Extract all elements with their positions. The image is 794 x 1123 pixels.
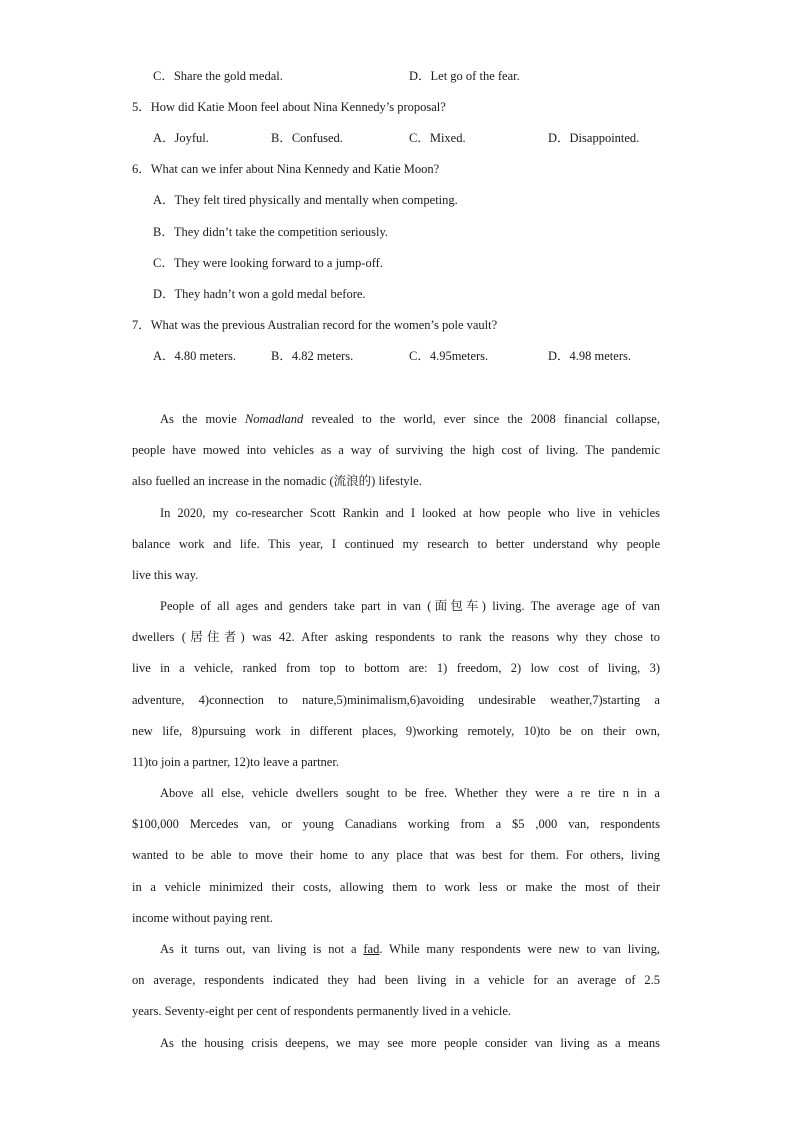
text-line: in a vehicle minimized their costs, allowing them to work less or make the most of their <box>132 879 660 894</box>
text-line: As the movie Nomadland revealed to the world, ever since the 2008 financial collapse, <box>160 412 660 426</box>
q7-option-a[interactable]: A．4.80 meters. <box>153 349 236 363</box>
text-line: Above all else, vehicle dwellers sought to be free. Whether they were a re tire n in a <box>160 786 660 800</box>
q6-option-d[interactable]: D．They hadn’t won a gold medal before. <box>153 287 366 301</box>
text-line: people have mowed into vehicles as a way of surviving the high cost of living. The pandemic <box>132 443 660 458</box>
passage-paragraph-1 <box>132 411 660 505</box>
text-line: adventure, 4)connection to nature,5)minimalism,6)avoiding undesirable weather,7)starting a <box>132 692 660 707</box>
text-line: on average, respondents indicated they had been living in a vehicle for an average of 2.5 <box>132 973 660 988</box>
passage-paragraph-2 <box>132 505 660 599</box>
q5-option-b[interactable]: B．Confused. <box>271 131 343 145</box>
underlined-word-fad: fad <box>363 942 380 956</box>
text-line: As the housing crisis deepens, we may see more people consider van living as a means <box>160 1036 660 1050</box>
q7-option-c[interactable]: C．4.95meters. <box>409 349 489 363</box>
text-line: $100,000 Mercedes van, or young Canadians working from a $5 ,000 van, respondents <box>132 817 660 832</box>
passage-paragraph-4 <box>132 785 660 941</box>
passage-paragraph-6 <box>132 1035 660 1066</box>
movie-title: Nomadland <box>244 412 304 426</box>
text-line: new life, 8)pursuing work in different places, 9)working remotely, 10)to be on their own, <box>132 723 660 738</box>
q5-option-a[interactable]: A．Joyful. <box>153 131 209 145</box>
text-line: years. Seventy-eight per cent of respondents permanently lived in a vehicle. <box>132 1004 512 1019</box>
passage-paragraph-3 <box>132 598 660 785</box>
text-line: live this way. <box>132 568 199 583</box>
text-line: balance work and life. This year, I continued my research to better understand why people <box>132 537 660 552</box>
q5-stem: 5．How did Katie Moon feel about Nina Kennedy’s proposal? <box>132 100 446 114</box>
q7-option-d[interactable]: D．4.98 meters. <box>548 349 631 363</box>
q6-option-a[interactable]: A．They felt tired physically and mentally when competing. <box>153 193 458 207</box>
text-line: wanted to be able to move their home to any place that was best for them. For others, living <box>132 848 660 863</box>
text-line: As it turns out, van living is not a fad. While many respondents were new to van living, <box>160 942 660 956</box>
q7-option-b[interactable]: B．4.82 meters. <box>271 349 354 363</box>
q4-option-d[interactable]: D．Let go of the fear. <box>409 69 520 83</box>
text-line: income without paying rent. <box>132 910 273 925</box>
q4-option-c[interactable]: C．Share the gold medal. <box>153 69 283 83</box>
text-line: People of all ages and genders take part in van (面包车) living. The average age of van <box>160 599 660 613</box>
text-line: live in a vehicle, ranked from top to bottom are: 1) freedom, 2) low cost of living, 3) <box>132 661 660 676</box>
q6-option-b[interactable]: B．They didn’t take the competition seriously. <box>153 225 389 239</box>
q6-stem: 6．What can we infer about Nina Kennedy and Katie Moon? <box>132 162 440 176</box>
passage-paragraph-5 <box>132 941 660 1035</box>
text-line: 11)to join a partner, 12)to leave a partner. <box>132 754 339 769</box>
q6-option-c[interactable]: C．They were looking forward to a jump-off. <box>153 256 383 270</box>
text-line: also fuelled an increase in the nomadic (流浪的) lifestyle. <box>132 474 422 489</box>
q7-stem: 7．What was the previous Australian record for the women’s pole vault? <box>132 318 498 332</box>
q5-option-d[interactable]: D．Disappointed. <box>548 131 640 145</box>
q5-option-c[interactable]: C．Mixed. <box>409 131 466 145</box>
text-line: In 2020, my co-researcher Scott Rankin and I looked at how people who live in vehicles <box>160 506 660 520</box>
text-line: dwellers (居住者) was 42. After asking respondents to rank the reasons why they chose to <box>132 630 660 645</box>
